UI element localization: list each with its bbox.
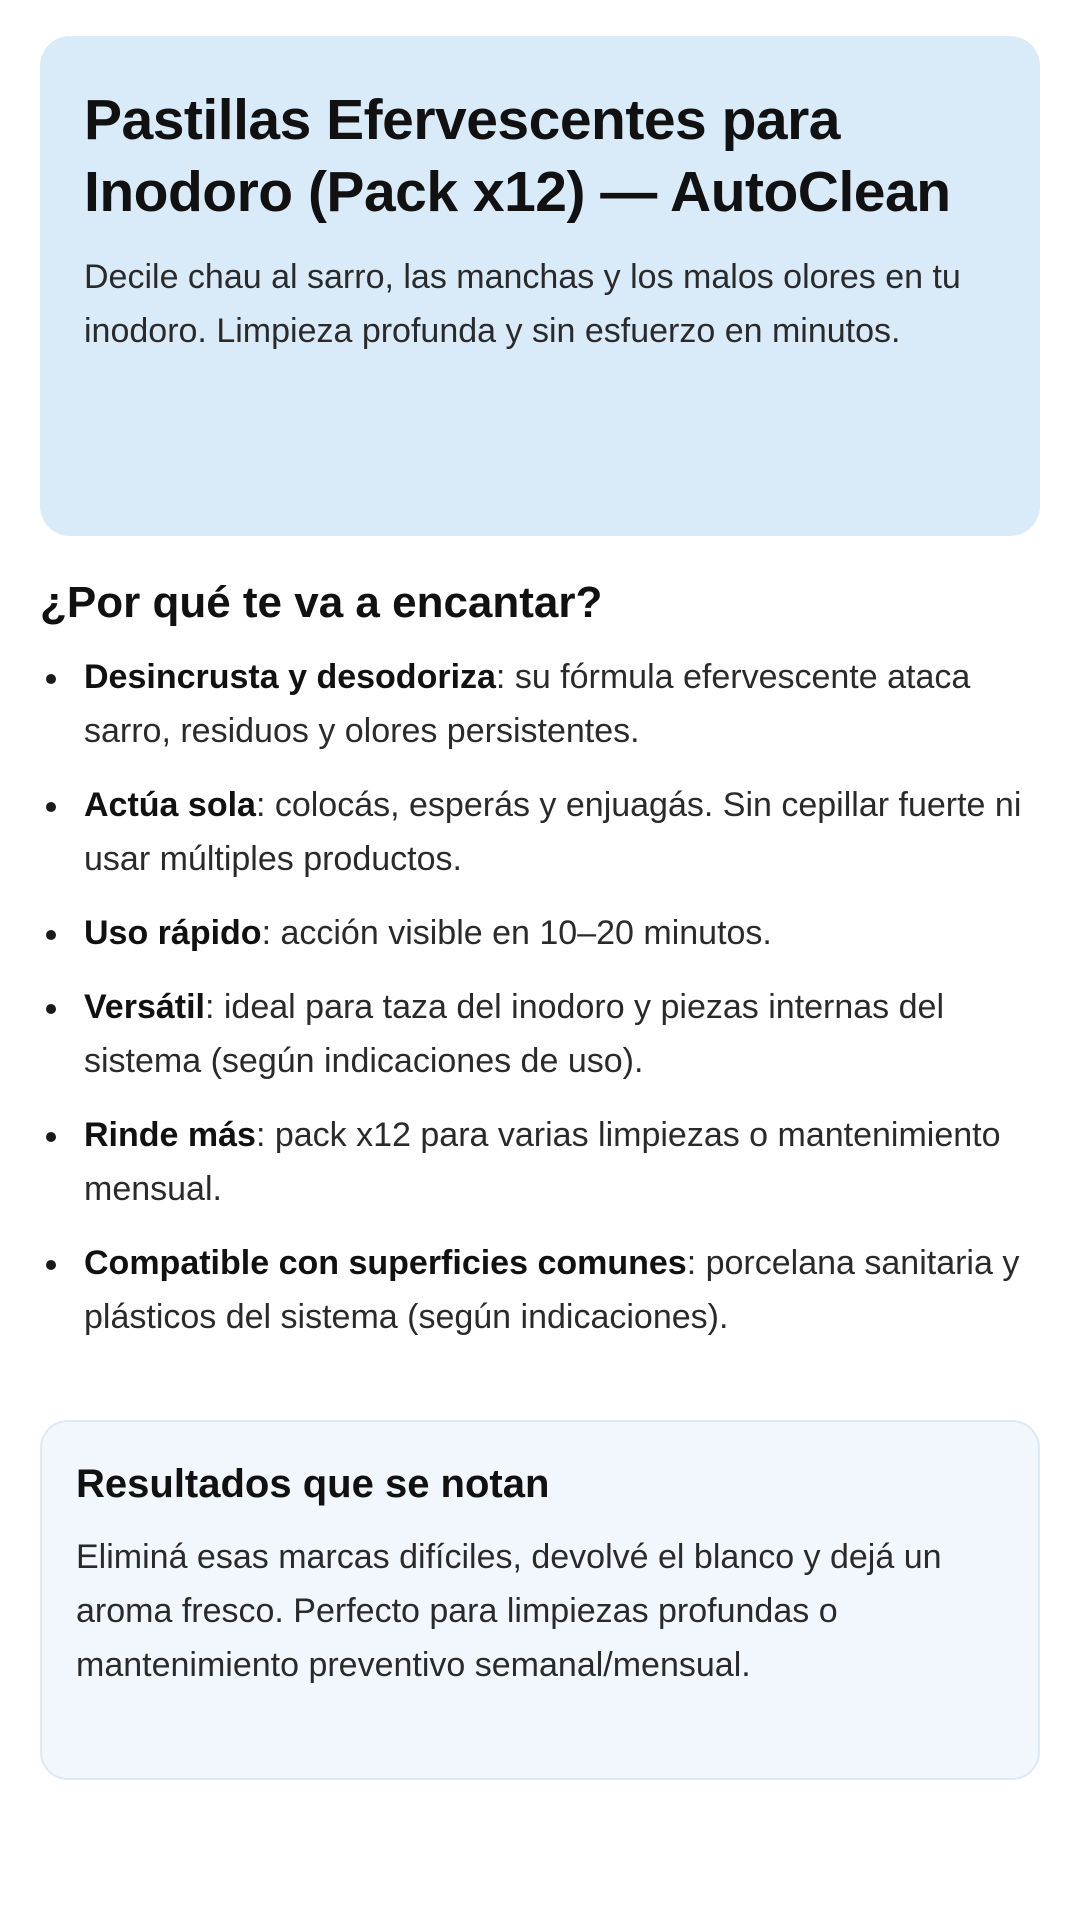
benefit-text: : ideal para taza del inodoro y piezas internas del sistema (según indicaciones de uso). (84, 988, 945, 1080)
benefits-heading: ¿Por qué te va a encantar? (40, 578, 603, 627)
product-title: Pastillas Efervescentes para Inodoro (Pack x12) — AutoClean (84, 88, 951, 224)
benefit-text: : colocás, esperás y enjuagás. Sin cepillar fuerte ni usar múltiples productos. (84, 786, 1022, 878)
benefit-title: Compatible con superficies comunes (84, 1244, 687, 1282)
benefit-title: Versátil (84, 988, 205, 1026)
benefit-text: : su fórmula efervescente ataca sarro, residuos y olores persistentes. (84, 658, 971, 750)
product-hero-card (40, 36, 1040, 536)
bullet-icon (46, 1260, 56, 1270)
list-item (40, 1108, 1040, 1216)
list-item (40, 980, 1040, 1088)
benefit-title: Uso rápido (84, 914, 262, 952)
list-item (40, 778, 1040, 886)
benefit-title: Desincrusta y desodoriza (84, 658, 496, 696)
benefit-text: : acción visible en 10–20 minutos. (261, 914, 772, 952)
results-title: Resultados que se notan (76, 1462, 550, 1506)
list-item (40, 1236, 1040, 1344)
bullet-icon (46, 802, 56, 812)
list-item (40, 650, 1040, 758)
results-card (40, 1420, 1040, 1780)
results-description: Eliminá esas marcas difíciles, devolvé el blanco y dejá un aroma fresco. Perfecto para limpiezas profundas o mantenimiento preventivo semanal/mensual. (76, 1538, 942, 1684)
benefit-title: Rinde más (84, 1116, 256, 1154)
bullet-icon (46, 1132, 56, 1142)
list-item (40, 906, 1040, 960)
benefit-text: : porcelana sanitaria y plásticos del sistema (según indicaciones). (84, 1244, 1020, 1336)
benefits-list (40, 650, 1040, 1364)
product-description: Decile chau al sarro, las manchas y los malos olores en tu inodoro. Limpieza profunda y sin esfuerzo en minutos. (84, 258, 961, 350)
benefit-title: Actúa sola (84, 786, 256, 824)
bullet-icon (46, 674, 56, 684)
bullet-icon (46, 930, 56, 940)
bullet-icon (46, 1004, 56, 1014)
benefit-text: : pack x12 para varias limpiezas o mantenimiento mensual. (84, 1116, 1001, 1208)
